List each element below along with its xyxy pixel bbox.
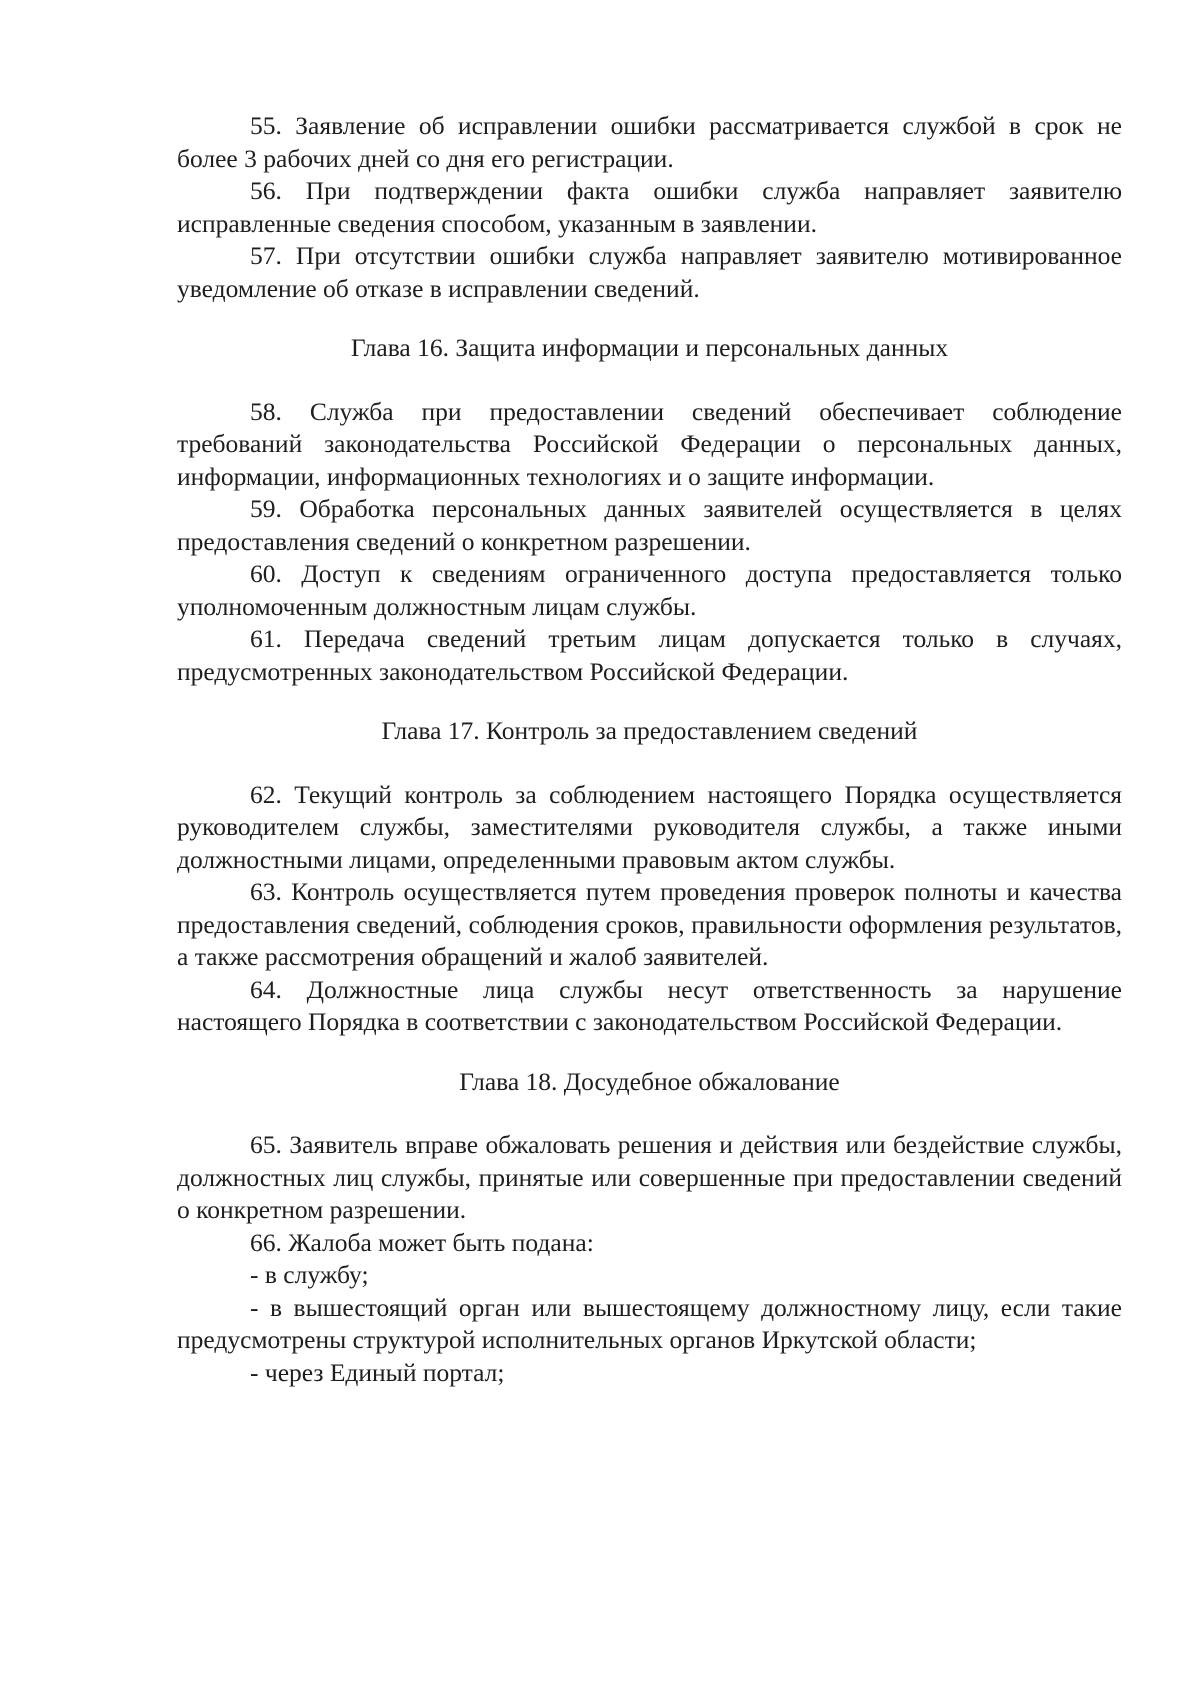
list-item-unified-portal: - через Единый портал; xyxy=(250,1357,505,1387)
paragraph-59: 59. Обработка персональных данных заявителей осуществляется в целях предоставления сведений о конкретном разрешении. xyxy=(177,494,1122,556)
paragraph-57: 57. При отсутствии ошибки служба направляет заявителю мотивированное уведомление об отказе в исправлении сведений. xyxy=(177,241,1122,303)
paragraph-66: 66. Жалоба может быть подана: xyxy=(250,1227,594,1257)
chapter-18-title: Глава 18. Досудебное обжалование xyxy=(459,1066,840,1096)
paragraph-55: 55. Заявление об исправлении ошибки рассматривается службой в срок не более 3 рабочих дней со дня его регистрации. xyxy=(177,111,1122,173)
paragraph-63: 63. Контроль осуществляется путем проведения проверок полноты и качества предоставления сведений, соблюдения сроков, правильности оформления результатов, а также рассмотрения обращений и жалоб заявителей. xyxy=(177,877,1122,971)
list-item-higher-authority: - в вышестоящий орган или вышестоящему должностному лицу, если такие предусмотрены структурой исполнительных органов Иркутской области; xyxy=(177,1292,1122,1354)
paragraph-61: 61. Передача сведений третьим лицам допускается только в случаях, предусмотренных законодательством Российской Федерации. xyxy=(177,624,1122,686)
paragraph-65: 65. Заявитель вправе обжаловать решения и действия или бездействие службы, должностных лиц службы, принятые или совершенные при предоставлении сведений о конкретном разрешении. xyxy=(177,1130,1122,1224)
paragraph-64: 64. Должностные лица службы несут ответственность за нарушение настоящего Порядка в соответствии с законодательством Российской Федерации. xyxy=(177,974,1122,1036)
chapter-16-title: Глава 16. Защита информации и персональных данных xyxy=(350,333,949,362)
paragraph-58: 58. Служба при предоставлении сведений обеспечивает соблюдение требований законодательства Российской Федерации о персональных данных, информации, информационных технологиях и о защите информации. xyxy=(177,396,1122,491)
paragraph-56: 56. При подтверждении факта ошибки служба направляет заявителю исправленные сведения способом, указанным в заявлении. xyxy=(177,176,1122,238)
chapter-17-title: Глава 17. Контроль за предоставлением сведений xyxy=(381,716,918,745)
paragraph-60: 60. Доступ к сведениям ограниченного доступа предоставляется только уполномоченным должностным лицам службы. xyxy=(177,559,1122,621)
paragraph-62: 62. Текущий контроль за соблюдением настоящего Порядка осуществляется руководителем службы, заместителями руководителя службы, а также иными должностными лицами, определенными правовым актом службы. xyxy=(177,779,1122,874)
list-item-service: - в службу; xyxy=(250,1260,369,1289)
document-body xyxy=(177,110,1122,1389)
